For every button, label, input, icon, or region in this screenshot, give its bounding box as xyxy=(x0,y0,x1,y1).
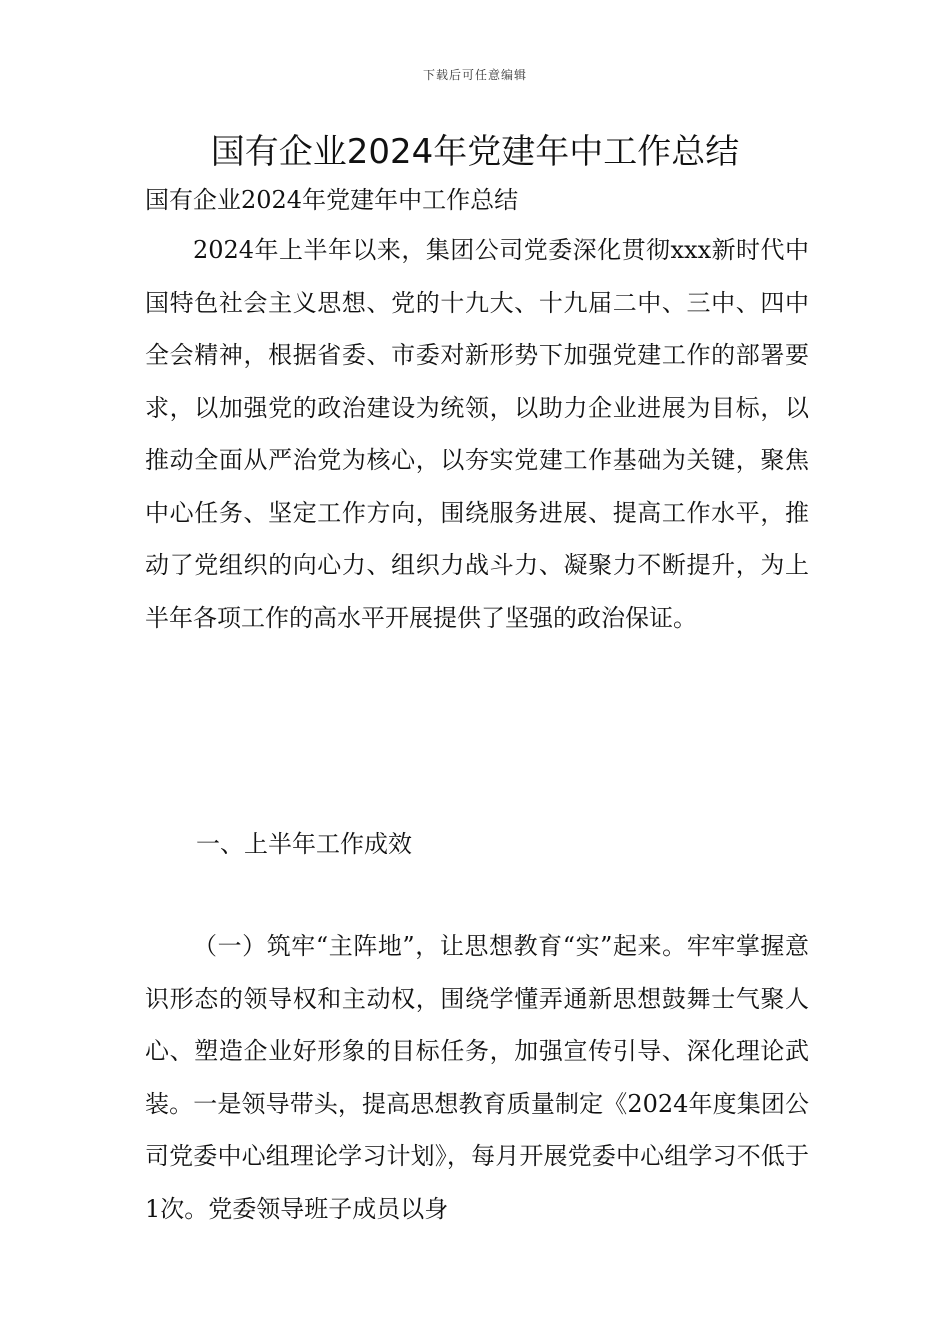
section-paragraph: （一）筑牢“主阵地”，让思想教育“实”起来。牢牢掌握意识形态的领导权和主动权，围绕学懂弄通新思想鼓舞士气聚人心、塑造企业好形象的目标任务，加强宣传引导、深化理论武装。一是领导带头，提高思想教育质量制定《2024年度集团公司党委中心组理论学习计划》，每月开展党委中心组学习不低于1次。党委领导班子成员以身 xyxy=(145,932,809,1223)
header-note: 下载后可任意编辑 xyxy=(422,68,527,82)
document-subtitle: 国有企业2024年党建年中工作总结 xyxy=(145,186,519,214)
section-heading: 一、上半年工作成效 xyxy=(196,830,412,858)
document-title: 国有企业2024年党建年中工作总结 xyxy=(210,132,740,172)
intro-paragraph: 2024年上半年以来，集团公司党委深化贯彻xxx新时代中国特色社会主义思想、党的十九大、十九届二中、三中、四中全会精神，根据省委、市委对新形势下加强党建工作的部署要求，以加强党的政治建设为统领，以助力企业进展为目标，以推动全面从严治党为核心，以夯实党建工作基础为关键，聚焦中心任务、坚定工作方向，围绕服务进展、提高工作水平，推动了党组织的向心力、组织力战斗力、凝聚力不断提升，为上半年各项工作的高水平开展提供了坚强的政治保证。 xyxy=(145,236,809,632)
